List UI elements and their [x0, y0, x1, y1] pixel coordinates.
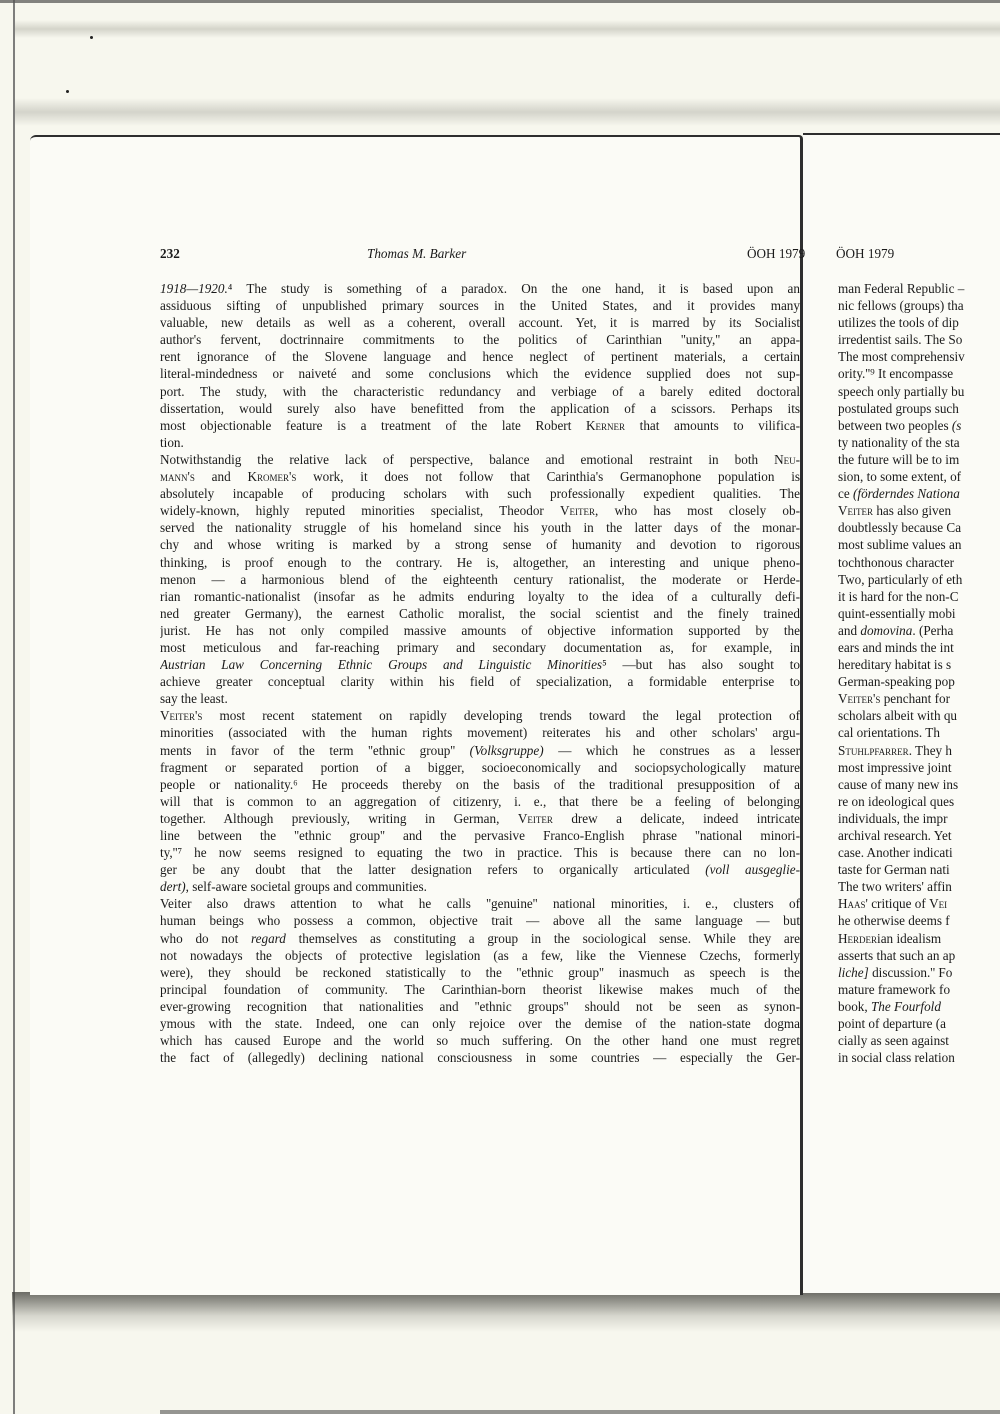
text-run: and — [838, 622, 861, 638]
text-line — [160, 1032, 800, 1049]
scan-edge-top — [0, 0, 1000, 3]
text-run: Two, particularly of eth — [838, 571, 963, 587]
text-run: literal-mindedness or naiveté and some conclusions which the evidence supplied does not sup- — [160, 366, 800, 382]
text-line — [838, 297, 1000, 314]
text-run: line between the ''ethnic group'' and the pervasive Franco-English phrase ''national minori- — [160, 828, 800, 843]
text-run: most impressive joint — [838, 759, 952, 775]
text-run: principal foundation of community. The Carinthian-born theorist likewise makes much of the — [160, 981, 800, 997]
text-run: ty nationality of the sta — [838, 434, 960, 450]
text-run: dissertation, would surely also have benefitted from the application of a scissors. Perhaps its — [160, 400, 800, 416]
text-line — [160, 554, 800, 571]
text-line — [160, 810, 800, 827]
text-run: minorities (associated with the human rights movement) reiterates his and other scholars' argu- — [160, 725, 800, 741]
text-run: archival research. Yet — [838, 828, 952, 843]
text-line — [160, 605, 800, 622]
small-caps-name: Veiter — [838, 503, 874, 519]
text-run: , who has most closely ob- — [595, 503, 800, 519]
text-run: valuable, new details as well as a coherent, overall account. Yet, it is marred by its Socialist — [160, 315, 800, 331]
text-line — [160, 895, 800, 912]
text-run: jurist. He has not only compiled massive amounts of objective information supported by the — [160, 622, 800, 638]
text-line — [160, 434, 800, 451]
scan-edge-bottom — [160, 1410, 1000, 1414]
text-run: and — [194, 469, 248, 485]
text-line — [160, 981, 800, 998]
text-run: postulated groups such — [838, 400, 959, 416]
text-run: individuals, the impr — [838, 810, 948, 826]
text-run: most meticulous and far-reaching primary and secondary documentation as, for example, in — [160, 639, 800, 655]
text-line — [838, 1032, 1000, 1049]
text-line — [838, 912, 1000, 929]
text-line — [838, 400, 1000, 417]
text-line — [160, 622, 800, 639]
text-run: ned greater Germany), the earnest Catholic moralist, the social scientist and the finely trained — [160, 605, 800, 621]
scan-edge-left — [13, 0, 15, 1414]
text-line — [838, 878, 1000, 895]
text-run: re on ideological ques — [838, 793, 955, 809]
text-run: ymous with the state. Indeed, one can only rejoice over the demise of the nation-state dogma — [160, 1016, 800, 1032]
text-run: thinking, is proof enough to the contrary. He is, altogether, an interesting and unique pheno- — [160, 554, 800, 570]
text-line — [160, 776, 800, 793]
text-run: German-speaking pop — [838, 674, 955, 690]
text-run: who do not — [160, 930, 251, 946]
text-line — [838, 690, 1000, 707]
text-line — [838, 571, 1000, 588]
text-run: most sublime values an — [838, 537, 962, 553]
text-run: ty,''⁷ he now seems resigned to equating the two in practice. This is because there can no lon- — [160, 845, 800, 861]
text-run: not nowadays the objects of protective legislation (as a few, like the Viennese Czechs, formerly — [160, 947, 800, 963]
text-line — [160, 280, 800, 297]
text-run: utilizes the tools of dip — [838, 315, 959, 331]
text-line — [160, 998, 800, 1015]
text-run: human beings who possess a common, objective trait — above all the same language — but — [160, 913, 800, 929]
text-line — [838, 365, 1000, 382]
text-run: has also given — [873, 503, 952, 519]
text-line — [838, 485, 1000, 502]
text-run: author's fervent, doctrinnaire commitments to the politics of Carinthian ''unity,'' an appa- — [160, 332, 800, 348]
text-line — [838, 519, 1000, 536]
small-caps-name: Kromer's — [247, 469, 297, 485]
text-line — [160, 673, 800, 690]
text-run: were), they should be reckoned statistically to the ''ethnic group'' inasmuch as speech is the — [160, 964, 800, 980]
text-line — [838, 1049, 1000, 1066]
text-line — [838, 536, 1000, 553]
text-run: will that is common to an aggregation of citizenry, i. e., that there be a feeling of belonging — [160, 793, 800, 809]
text-line — [160, 947, 800, 964]
text-run: nic fellows (groups) tha — [838, 298, 964, 314]
text-line — [838, 434, 1000, 451]
scan-speck — [66, 90, 69, 93]
text-run: hereditary habitat is s — [838, 657, 952, 673]
text-run: scholars albeit with qu — [838, 708, 958, 724]
text-run: tion. — [160, 434, 184, 450]
text-line — [838, 673, 1000, 690]
left-page-body-text — [160, 280, 800, 1066]
scan-shadow-band — [15, 20, 1000, 38]
small-caps-name: Herder — [838, 930, 878, 946]
text-line — [838, 707, 1000, 724]
text-line — [160, 912, 800, 929]
scan-shadow-band — [15, 98, 1000, 126]
text-run: together. Although previously, writing in German, — [160, 810, 518, 826]
text-line — [838, 742, 1000, 759]
scan-bottom-shadow — [12, 1292, 1000, 1332]
text-line — [838, 605, 1000, 622]
text-line — [160, 536, 800, 553]
text-run: that amounts to vilifica- — [625, 417, 800, 433]
text-line — [838, 827, 1000, 844]
italic-text: domovina — [860, 622, 913, 638]
text-line — [160, 571, 800, 588]
text-line — [160, 930, 800, 947]
text-line — [838, 844, 1000, 861]
text-line — [160, 656, 800, 673]
text-run: ' critique of — [865, 896, 930, 912]
page-number: 232 — [160, 246, 180, 261]
text-line — [160, 297, 800, 314]
text-line — [838, 656, 1000, 673]
text-run: speech only partially bu — [838, 383, 965, 399]
text-run: the fact of (allegedly) declining national consciousness in some countries — especially the Ger- — [160, 1050, 800, 1066]
text-run: discussion.'' Fo — [868, 964, 953, 980]
text-run: served the nationality struggle of his homeland since his youth in the latter days of the monar- — [160, 520, 800, 536]
text-run: . They h — [908, 742, 953, 758]
text-line — [838, 554, 1000, 571]
text-line — [838, 331, 1000, 348]
text-run: menon — a harmonious blend of the eighteenth century rationalist, the moderate or Herde- — [160, 571, 800, 587]
text-line — [160, 365, 800, 382]
text-line — [838, 314, 1000, 331]
italic-text: The Fourfold — [870, 998, 941, 1014]
text-run: Notwithstandig the relative lack of perspective, balance and emotional restraint in both — [160, 451, 775, 467]
small-caps-name: Kerner — [586, 417, 626, 433]
text-run: tochthonous character — [838, 554, 955, 570]
text-run: ger be any doubt that the latter designation refers to organically articulated — [160, 862, 706, 878]
text-run: cal orientations. Th — [838, 725, 940, 741]
text-run: ce — [838, 486, 854, 502]
text-line — [160, 1049, 800, 1066]
running-head-journal-right: ÖOH 1979 — [836, 246, 895, 261]
text-run: ian idealism — [877, 930, 942, 946]
text-line — [160, 964, 800, 981]
text-run: between two peoples — [838, 417, 952, 433]
text-run: sion, to some extent, of — [838, 469, 962, 485]
text-run: people or nationality.⁶ He proceeds thereby on the basis of the traditional presupposition of a — [160, 776, 800, 792]
text-line — [838, 348, 1000, 365]
small-caps-name: Veiter — [517, 810, 553, 826]
text-run: ever-growing recognition that nationalities and ''ethnic groups'' should not be seen as synon- — [160, 998, 800, 1014]
text-line — [160, 759, 800, 776]
running-head-author: Thomas M. Barker — [367, 246, 467, 261]
text-line — [838, 793, 1000, 810]
italic-text: liche] — [838, 964, 869, 980]
text-run: fragment or separated portion of a bigger, socioeconomically and sociopsychologically mature — [160, 759, 800, 775]
text-run: rian romantic-nationalist (insofar as he admits enduring loyalty to the idea of a culturally defi- — [160, 588, 800, 604]
text-line — [160, 690, 800, 707]
text-run: he otherwise deems f — [838, 913, 950, 929]
text-line — [160, 314, 800, 331]
small-caps-name: mann's — [160, 469, 195, 485]
text-run: cause of many new ins — [838, 776, 959, 792]
text-run: . (Perha — [912, 622, 954, 638]
text-line — [160, 639, 800, 656]
text-run: , self-aware societal groups and communities. — [185, 879, 427, 895]
text-line — [160, 827, 800, 844]
text-line — [160, 724, 800, 741]
text-run: quint-essentially mobi — [838, 605, 956, 621]
text-run: most recent statement on rapidly developing trends toward the legal protection of — [202, 708, 800, 724]
text-line — [838, 981, 1000, 998]
text-line — [838, 383, 1000, 400]
text-line — [160, 878, 800, 895]
text-line — [838, 964, 1000, 981]
text-line — [838, 622, 1000, 639]
text-run: rent ignorance of the Slovene language and hence neglect of pertinent materials, a certain — [160, 349, 800, 365]
text-line — [838, 280, 1000, 297]
text-line — [160, 844, 800, 861]
text-line — [160, 383, 800, 400]
text-line — [160, 742, 800, 759]
text-run: ⁴ The study is something of a paradox. On the one hand, it is based upon an — [227, 281, 800, 296]
text-line — [838, 998, 1000, 1015]
text-run: irredentist sails. The So — [838, 332, 963, 348]
text-line — [160, 468, 800, 485]
running-head-journal: ÖOH 1979 — [747, 246, 806, 261]
italic-text: (s — [951, 417, 962, 433]
right-page-body-text — [838, 280, 1000, 1066]
text-line — [160, 793, 800, 810]
small-caps-name: Veiter — [559, 503, 596, 519]
text-run: point of departure (a — [838, 1016, 947, 1032]
text-line — [838, 759, 1000, 776]
text-run: man Federal Republic – — [838, 281, 965, 296]
text-run: — which he construes as a lesser — [543, 742, 800, 758]
text-run: The most comprehensiv — [838, 349, 965, 365]
text-run: drew a delicate, indeed intricate — [552, 810, 800, 826]
text-run: mature framework fo — [838, 981, 951, 997]
text-run: in social class relation — [838, 1050, 955, 1066]
text-line — [160, 861, 800, 878]
text-line — [838, 588, 1000, 605]
italic-text: (förderndes Nationa — [853, 486, 960, 502]
text-line — [838, 724, 1000, 741]
text-run: most objectionable feature is a treatment of the late Robert — [160, 417, 586, 433]
text-run: ority.''⁹ It encompasse — [838, 366, 954, 382]
text-line — [838, 776, 1000, 793]
text-line — [838, 810, 1000, 827]
italic-text: (Volksgruppe) — [469, 742, 544, 758]
text-run: ears and minds the int — [838, 639, 954, 655]
text-line — [160, 400, 800, 417]
text-run: absolutely incapable of producing scholars with such professionally expedient qualities. The — [160, 486, 800, 502]
text-run: achieve greater conceptual clarity within his field of specialization, a formidable enterprise to — [160, 674, 800, 690]
text-line — [160, 519, 800, 536]
text-run: the future will be to im — [838, 451, 960, 467]
italic-text: (voll ausgeglie- — [705, 862, 800, 878]
text-line — [838, 451, 1000, 468]
italic-text: 1918—1920. — [160, 281, 228, 296]
scan-speck — [90, 36, 93, 39]
text-run: Veiter also draws attention to what he calls ''genuine'' national minorities, i. e., clusters of — [160, 896, 800, 912]
text-line — [160, 451, 800, 468]
italic-text: dert) — [160, 879, 186, 895]
small-caps-name: Stuhlpfarrer — [838, 742, 909, 758]
small-caps-name: Veiter's — [838, 691, 881, 707]
text-line — [160, 1015, 800, 1032]
small-caps-name: Neu- — [774, 451, 800, 467]
text-run: chy and whose writing is marked by a strong sense of humanity and devotion to rigorous — [160, 537, 800, 553]
small-caps-name: Veiter's — [160, 708, 203, 724]
text-run: taste for German nati — [838, 862, 950, 878]
text-run: The two writers' affin — [838, 879, 952, 895]
text-run: which has caused Europe and the world so much suffering. On the other hand one must regret — [160, 1033, 800, 1049]
text-line — [160, 348, 800, 365]
text-line — [838, 861, 1000, 878]
text-run: penchant for — [880, 691, 950, 707]
text-run: themselves as constituting a group in the sociological sense. While they are — [285, 930, 800, 946]
text-line — [160, 417, 800, 434]
text-line — [160, 588, 800, 605]
text-run: case. Another indicati — [838, 845, 953, 861]
text-line — [838, 895, 1000, 912]
text-run: book, — [838, 998, 871, 1014]
text-run: it is hard for the non-C — [838, 588, 959, 604]
text-run: port. The study, with the characteristic redundancy and verbiage of a barely edited doctoral — [160, 383, 800, 399]
text-run: ⁵ —but has also sought to — [602, 657, 800, 673]
text-run: ments in favor of the term ''ethnic group'' — [160, 742, 470, 758]
text-line — [838, 417, 1000, 434]
text-line — [160, 502, 800, 519]
text-run: assiduous sifting of unpublished primary sources in the United States, and it provides many — [160, 298, 800, 314]
small-caps-name: Vei — [929, 896, 948, 912]
text-line — [838, 502, 1000, 519]
small-caps-name: Haas — [838, 896, 866, 912]
text-line — [838, 639, 1000, 656]
text-line — [838, 468, 1000, 485]
text-line — [838, 1015, 1000, 1032]
text-run: cially as seen against — [838, 1033, 949, 1049]
text-line — [160, 331, 800, 348]
text-line — [838, 930, 1000, 947]
text-run: asserts that such an ap — [838, 947, 956, 963]
italic-text: regard — [250, 930, 286, 946]
text-run: work, it does not follow that Carinthia's Germanophone population is — [296, 469, 800, 485]
text-run: doubtlessly because Ca — [838, 520, 962, 536]
text-run: say the least. — [160, 691, 228, 707]
text-line — [838, 947, 1000, 964]
text-run: widely-known, highly reputed minorities specialist, Theodor — [160, 503, 560, 519]
text-line — [160, 707, 800, 724]
italic-text: Austrian Law Concerning Ethnic Groups and Linguistic Minorities — [160, 657, 603, 673]
text-line — [160, 485, 800, 502]
